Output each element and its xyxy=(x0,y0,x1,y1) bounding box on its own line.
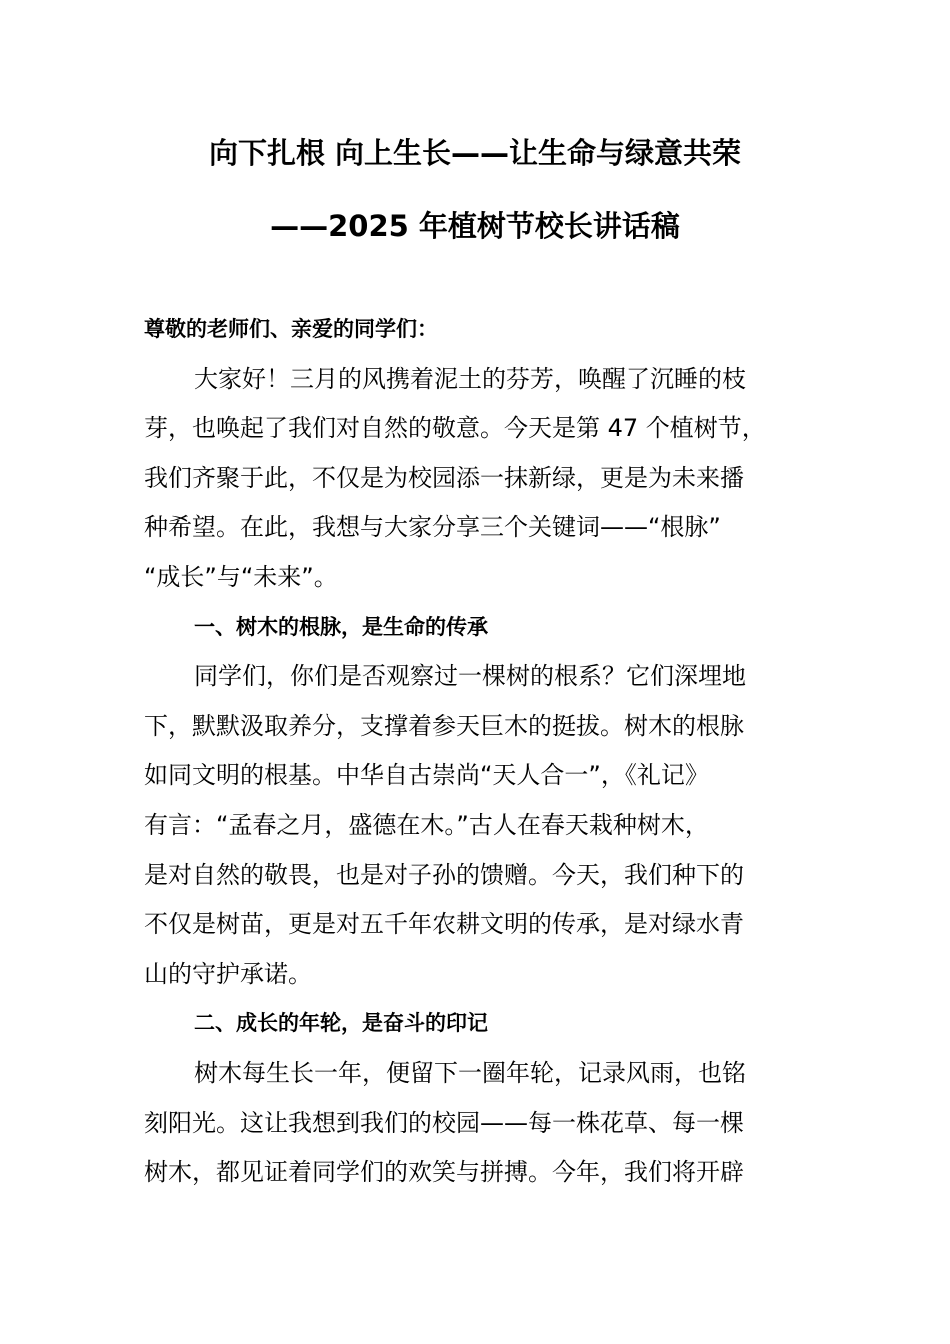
paragraph-line: 下，默默汲取养分，支撑着参天巨木的挺拔。树木的根脉 xyxy=(144,711,744,740)
paragraph-line: 我们齐聚于此，不仅是为校园添一抹新绿，更是为未来播 xyxy=(144,463,744,492)
document-title: 向下扎根 向上生长——让生命与绿意共荣 xyxy=(208,136,742,170)
section-heading: 一、树木的根脉，是生命的传承 xyxy=(194,614,488,639)
paragraph-line: 刻阳光。这让我想到我们的校园——每一株花草、每一棵 xyxy=(144,1108,744,1137)
paragraph-line: 树木每生长一年，便留下一圈年轮，记录风雨，也铭 xyxy=(194,1058,746,1087)
paragraph-line: 如同文明的根基。中华自古崇尚“天人合一”，《礼记》 xyxy=(144,761,709,790)
paragraph-line: “成长”与“未来”。 xyxy=(144,562,338,591)
paragraph-line: 是对自然的敬畏，也是对子孙的馈赠。今天，我们种下的 xyxy=(144,860,744,889)
paragraph-line: 芽，也唤起了我们对自然的敬意。今天是第 47 个植树节， xyxy=(144,414,766,443)
document-body xyxy=(144,305,808,1198)
paragraph-line: 不仅是树苗，更是对五千年农耕文明的传承，是对绿水青 xyxy=(144,910,744,939)
paragraph-line: 大家好！三月的风携着泥土的芬芳，唤醒了沉睡的枝 xyxy=(194,364,746,393)
paragraph-line: 有言：“孟春之月，盛德在木。”古人在春天栽种树木， xyxy=(144,810,709,839)
section-heading: 二、成长的年轮，是奋斗的印记 xyxy=(194,1011,488,1036)
document-subtitle: ——2025 年植树节校长讲话稿 xyxy=(270,209,680,243)
paragraph-line: 同学们，你们是否观察过一棵树的根系？它们深埋地 xyxy=(194,662,746,691)
salutation: 尊敬的老师们、亲爱的同学们： xyxy=(144,317,438,341)
paragraph-line: 树木，都见证着同学们的欢笑与拼搏。今年，我们将开辟 xyxy=(144,1158,744,1187)
paragraph-line: 种希望。在此，我想与大家分享三个关键词——“根脉” xyxy=(144,513,721,542)
paragraph-line: 山的守护承诺。 xyxy=(144,959,312,988)
